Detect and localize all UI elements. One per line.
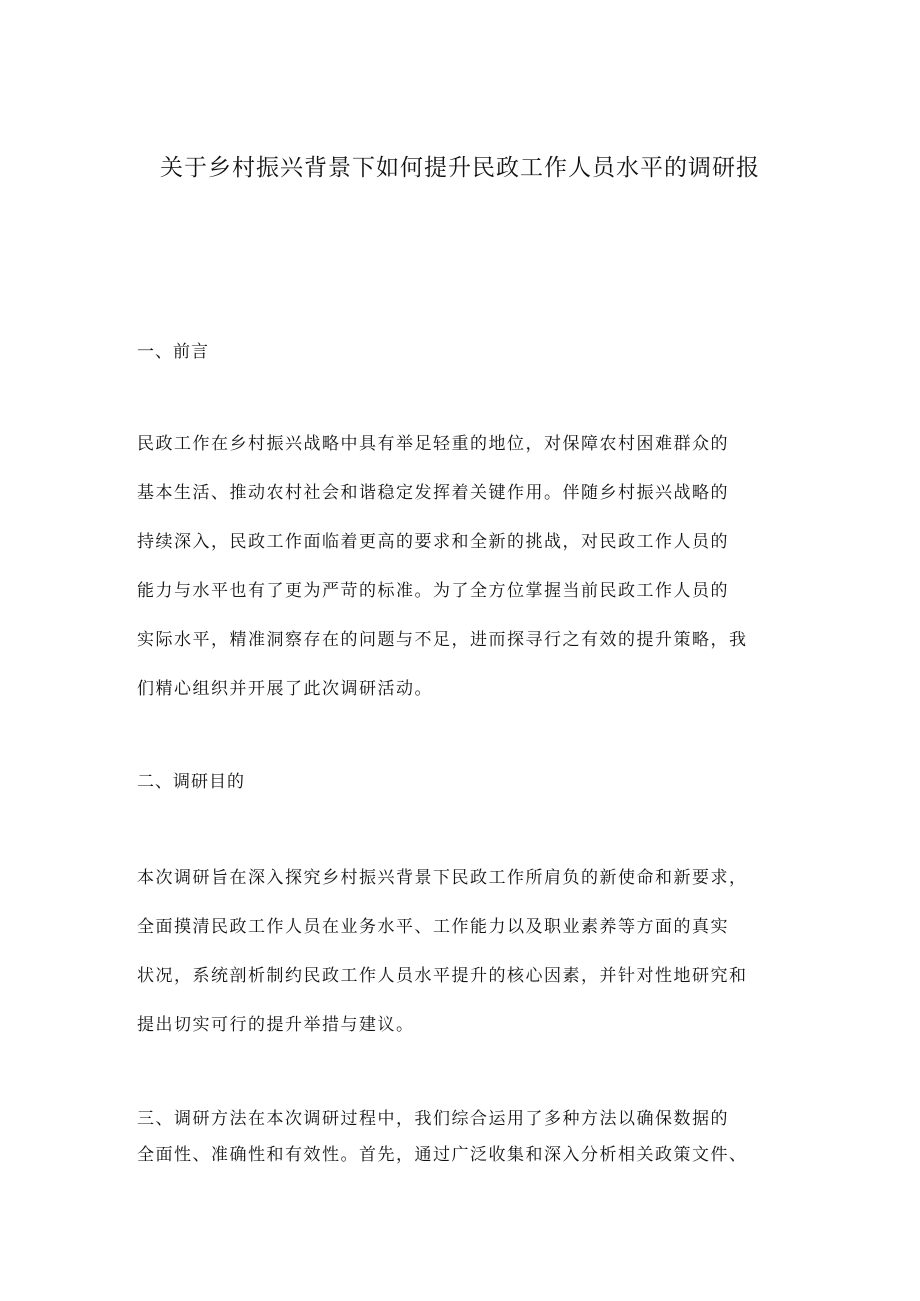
- purpose-paragraph: [137, 854, 797, 1050]
- method-paragraph: [137, 1101, 797, 1173]
- preface-paragraph: [137, 420, 797, 714]
- section-heading-preface: 一、前言: [137, 342, 209, 362]
- paragraph-line: 提出切实可行的提升举措与建议。: [137, 1015, 415, 1035]
- paragraph-line: 能力与水平也有了更为严苛的标准。为了全方位掌握当前民政工作人员的: [137, 581, 729, 601]
- paragraph-line: 全面性、准确性和有效性。首先，通过广泛收集和深入分析相关政策文件、: [137, 1145, 748, 1165]
- section-heading-purpose: 二、调研目的: [137, 772, 245, 792]
- paragraph-line: 状况，系统剖析制约民政工作人员水平提升的核心因素，并针对性地研究和: [137, 966, 748, 986]
- document-title: 关于乡村振兴背景下如何提升民政工作人员水平的调研报: [160, 155, 760, 181]
- paragraph-line: 基本生活、推动农村社会和谐稳定发挥着关键作用。伴随乡村振兴战略的: [137, 483, 729, 503]
- paragraph-line: 民政工作在乡村振兴战略中具有举足轻重的地位，对保障农村困难群众的: [137, 434, 729, 454]
- paragraph-line: 们精心组织并开展了此次调研活动。: [137, 679, 433, 699]
- paragraph-line: 全面摸清民政工作人员在业务水平、工作能力以及职业素养等方面的真实: [137, 917, 729, 937]
- paragraph-line: 实际水平，精准洞察存在的问题与不足，进而探寻行之有效的提升策略，我: [137, 630, 748, 650]
- paragraph-line: 三、调研方法在本次调研过程中，我们综合运用了多种方法以确保数据的: [137, 1109, 729, 1129]
- paragraph-line: 本次调研旨在深入探究乡村振兴背景下民政工作所肩负的新使命和新要求，: [137, 868, 748, 888]
- paragraph-line: 持续深入，民政工作面临着更高的要求和全新的挑战，对民政工作人员的: [137, 532, 729, 552]
